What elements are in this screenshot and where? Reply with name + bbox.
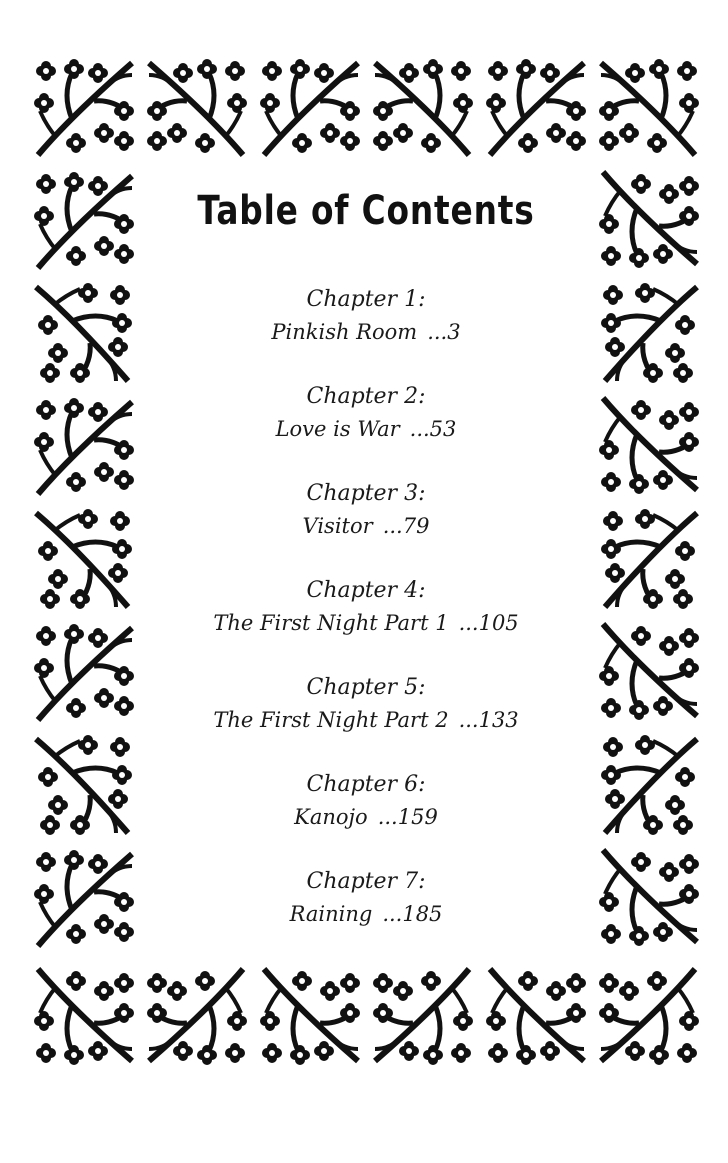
chapter-title: Visitor (302, 514, 373, 538)
flower-vine-icon (486, 59, 586, 155)
flower-vine-icon (34, 969, 134, 1065)
flower-vine-icon (601, 509, 697, 609)
flower-vine-icon (373, 59, 473, 155)
flower-vine-icon (601, 735, 697, 835)
chapter-title: Raining (289, 902, 373, 926)
flower-vine-icon (599, 398, 699, 494)
chapter-entry (138, 575, 594, 639)
flower-vine-icon (599, 59, 699, 155)
chapter-page-number: ...185 (382, 902, 443, 926)
chapter-entry (138, 769, 594, 833)
chapter-title-line (138, 704, 594, 736)
flower-vine-icon (373, 969, 473, 1065)
chapter-title-line (138, 801, 594, 833)
flower-vine-icon (36, 509, 132, 609)
flower-vine-icon (486, 969, 586, 1065)
flower-vine-icon (260, 59, 360, 155)
chapter-title: Pinkish Room (271, 320, 418, 344)
chapter-page-number: ...53 (409, 417, 457, 441)
flower-vine-icon (34, 398, 134, 494)
chapter-page-number: ...105 (458, 611, 519, 635)
chapter-entry (138, 672, 594, 736)
flower-vine-icon (599, 969, 699, 1065)
chapter-page-number: ...79 (382, 514, 430, 538)
flower-vine-icon (601, 283, 697, 383)
chapter-title-line (138, 510, 594, 542)
flower-vine-icon (34, 624, 134, 720)
chapter-title-line (138, 607, 594, 639)
flower-vine-icon (147, 969, 247, 1065)
toc-panel (138, 168, 594, 958)
flower-vine-icon (34, 172, 134, 268)
flower-vine-icon (599, 172, 699, 268)
chapter-title-line (138, 898, 594, 930)
flower-vine-icon (34, 59, 134, 155)
flower-vine-icon (599, 624, 699, 720)
chapter-label: Chapter 3: (306, 481, 426, 506)
chapter-entry (138, 866, 594, 930)
chapter-entry (138, 381, 594, 445)
chapter-label: Chapter 4: (306, 578, 426, 603)
chapter-entry (138, 478, 594, 542)
flower-vine-icon (260, 969, 360, 1065)
flower-vine-icon (36, 735, 132, 835)
chapter-page-number: ...133 (458, 708, 519, 732)
chapter-title: Love is War (275, 417, 400, 441)
flower-vine-icon (599, 850, 699, 946)
chapter-title-line (138, 316, 594, 348)
chapter-title-line (138, 413, 594, 445)
chapter-entry (138, 284, 594, 348)
chapter-page-number: ...159 (377, 805, 438, 829)
chapter-label: Chapter 6: (306, 772, 426, 797)
flower-vine-icon (36, 283, 132, 383)
chapter-label: Chapter 2: (306, 384, 426, 409)
chapter-page-number: ...3 (427, 320, 461, 344)
chapter-title: The First Night Part 2 (213, 708, 449, 732)
chapter-title: Kanojo (294, 805, 368, 829)
page-title: Table of Contents (197, 188, 535, 234)
chapter-title: The First Night Part 1 (213, 611, 449, 635)
chapter-label: Chapter 7: (306, 869, 426, 894)
flower-vine-icon (34, 850, 134, 946)
flower-vine-icon (147, 59, 247, 155)
chapter-label: Chapter 1: (306, 287, 426, 312)
chapter-label: Chapter 5: (306, 675, 426, 700)
